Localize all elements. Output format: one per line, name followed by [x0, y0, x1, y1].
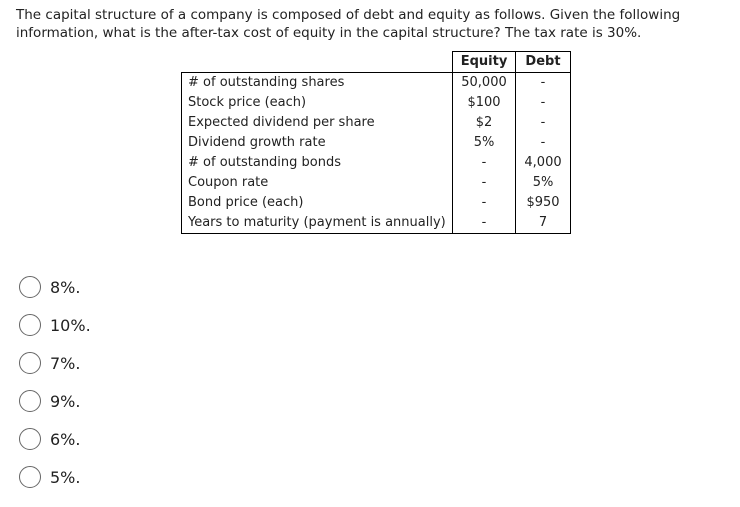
answer-option-6[interactable] — [19, 420, 91, 458]
answer-options — [19, 268, 91, 496]
debt-value: 5% — [516, 173, 571, 193]
debt-value: - — [516, 93, 571, 113]
answer-option-label[interactable]: 8%. — [50, 277, 81, 297]
table-row — [182, 113, 571, 133]
debt-value: 4,000 — [516, 153, 571, 173]
table-row — [182, 153, 571, 173]
row-label: # of outstanding shares — [182, 73, 453, 94]
debt-value: 7 — [516, 213, 571, 234]
answer-option-label[interactable]: 7%. — [50, 353, 81, 373]
table-row — [182, 213, 571, 234]
equity-value: - — [453, 193, 516, 213]
row-label: Stock price (each) — [182, 93, 453, 113]
debt-value: $950 — [516, 193, 571, 213]
table-row — [182, 193, 571, 213]
radio-button[interactable] — [19, 352, 41, 374]
row-label: Coupon rate — [182, 173, 453, 193]
row-label: Bond price (each) — [182, 193, 453, 213]
radio-button[interactable] — [19, 314, 41, 336]
table-header-corner — [182, 52, 453, 73]
debt-value: - — [516, 133, 571, 153]
table-row — [182, 173, 571, 193]
answer-option-label[interactable]: 10%. — [50, 315, 91, 335]
equity-value: 5% — [453, 133, 516, 153]
equity-value: 50,000 — [453, 73, 516, 94]
radio-button[interactable] — [19, 276, 41, 298]
answer-option-5[interactable] — [19, 458, 91, 496]
radio-button[interactable] — [19, 390, 41, 412]
question-text: The capital structure of a company is composed of debt and equity as follows. Given the following information, what is the after-tax cost of equity in the capital structure? The tax rate is 30%. — [16, 7, 681, 41]
answer-option-label[interactable]: 5%. — [50, 467, 81, 487]
row-label: Expected dividend per share — [182, 113, 453, 133]
answer-option-10[interactable] — [19, 306, 91, 344]
table-header-row — [182, 52, 571, 73]
radio-button[interactable] — [19, 428, 41, 450]
row-label: Dividend growth rate — [182, 133, 453, 153]
table-row — [182, 93, 571, 113]
table-header-equity: Equity — [453, 52, 516, 73]
answer-option-label[interactable]: 6%. — [50, 429, 81, 449]
row-label: # of outstanding bonds — [182, 153, 453, 173]
debt-value: - — [516, 73, 571, 94]
table-row — [182, 133, 571, 153]
table-header-debt: Debt — [516, 52, 571, 73]
answer-option-8[interactable] — [19, 268, 91, 306]
equity-value: - — [453, 173, 516, 193]
answer-option-9[interactable] — [19, 382, 91, 420]
equity-value: $2 — [453, 113, 516, 133]
row-label: Years to maturity (payment is annually) — [182, 213, 453, 234]
radio-button[interactable] — [19, 466, 41, 488]
equity-value: - — [453, 213, 516, 234]
capital-structure-table — [181, 51, 571, 234]
answer-option-label[interactable]: 9%. — [50, 391, 81, 411]
equity-value: $100 — [453, 93, 516, 113]
table-row — [182, 73, 571, 94]
answer-option-7[interactable] — [19, 344, 91, 382]
equity-value: - — [453, 153, 516, 173]
debt-value: - — [516, 113, 571, 133]
